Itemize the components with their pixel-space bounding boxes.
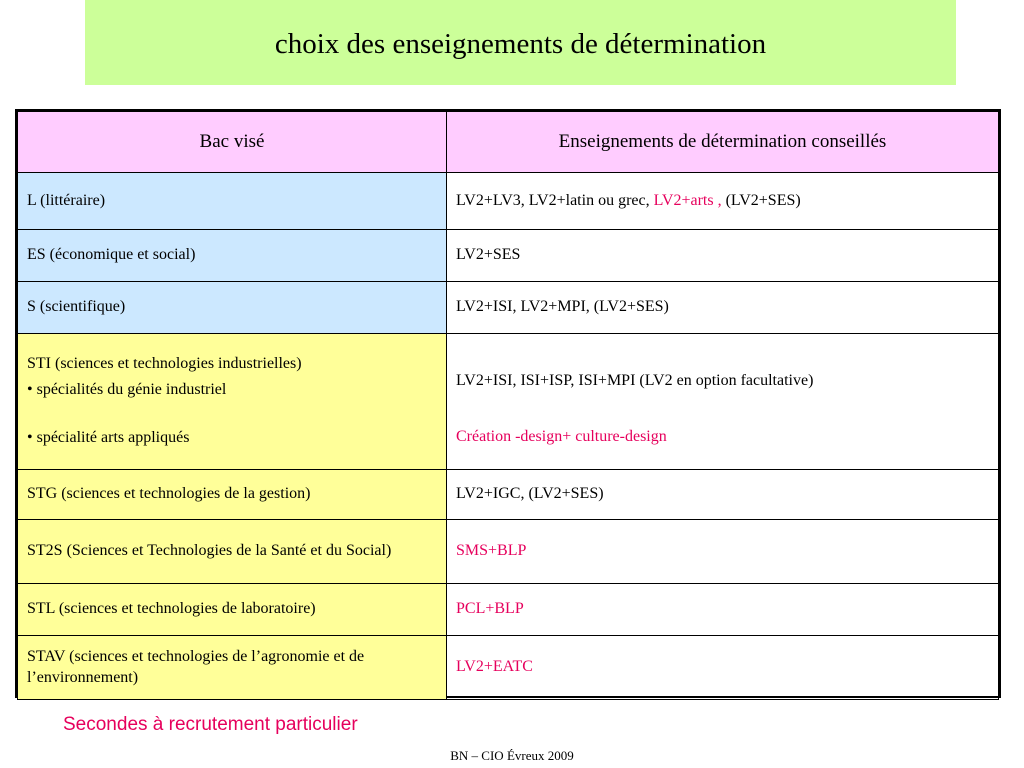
ens-cell-s: LV2+ISI, LV2+MPI, (LV2+SES) — [447, 282, 999, 334]
ens-cell-l — [447, 173, 999, 230]
ens-cell-st2s: SMS+BLP — [447, 520, 999, 584]
bac-cell-s: S (scientifique) — [18, 282, 447, 334]
orientation-table-frame — [15, 109, 1001, 698]
table-row — [18, 173, 999, 230]
ens-text-highlight: LV2+arts , — [653, 191, 726, 209]
secondes-note: Secondes à recrutement particulier — [63, 714, 358, 735]
bac-cell-stl: STL (sciences et technologies de laboratoire) — [18, 584, 447, 636]
table-row — [18, 470, 999, 520]
table-row — [18, 520, 999, 584]
ens-cell-stl: PCL+BLP — [447, 584, 999, 636]
bac-sti-spec-genie: • spécialités du génie industriel — [27, 380, 227, 398]
bac-sti-title: STI (sciences et technologies industrielles) — [27, 354, 302, 372]
footer-credit: BN – CIO Évreux 2009 — [450, 748, 574, 763]
ens-sti-genie: LV2+ISI, ISI+ISP, ISI+MPI (LV2 en option facultative) — [456, 372, 814, 390]
table-header-row — [18, 112, 999, 173]
bac-cell-es: ES (économique et social) — [18, 230, 447, 282]
header-bac-vise: Bac visé — [18, 112, 447, 173]
ens-cell-sti — [447, 334, 999, 470]
ens-text: (LV2+SES) — [725, 191, 801, 209]
page-title: choix des enseignements de détermination — [274, 28, 767, 60]
bac-cell-stav: STAV (sciences et technologies de l’agronomie et de l’environnement) — [18, 636, 447, 700]
ens-cell-stav: LV2+EATC — [447, 636, 999, 700]
header-enseignements: Enseignements de détermination conseillés — [447, 112, 999, 173]
ens-cell-stg: LV2+IGC, (LV2+SES) — [447, 470, 999, 520]
table-row — [18, 584, 999, 636]
bac-cell-l: L (littéraire) — [18, 173, 447, 230]
table-row — [18, 282, 999, 334]
ens-cell-es: LV2+SES — [447, 230, 999, 282]
bac-cell-st2s: ST2S (Sciences et Technologies de la Santé et du Social) — [18, 520, 447, 584]
bac-cell-stg: STG (sciences et technologies de la gestion) — [18, 470, 447, 520]
orientation-table — [17, 111, 999, 700]
bac-sti-spec-arts: • spécialité arts appliqués — [27, 429, 190, 447]
table-row — [18, 230, 999, 282]
ens-sti-arts: Création -design+ culture-design — [456, 428, 667, 445]
table-row — [18, 636, 999, 700]
title-banner — [85, 0, 956, 85]
table-row — [18, 334, 999, 470]
bac-cell-sti — [18, 334, 447, 470]
ens-text: LV2+LV3, LV2+latin ou grec, — [456, 191, 654, 209]
